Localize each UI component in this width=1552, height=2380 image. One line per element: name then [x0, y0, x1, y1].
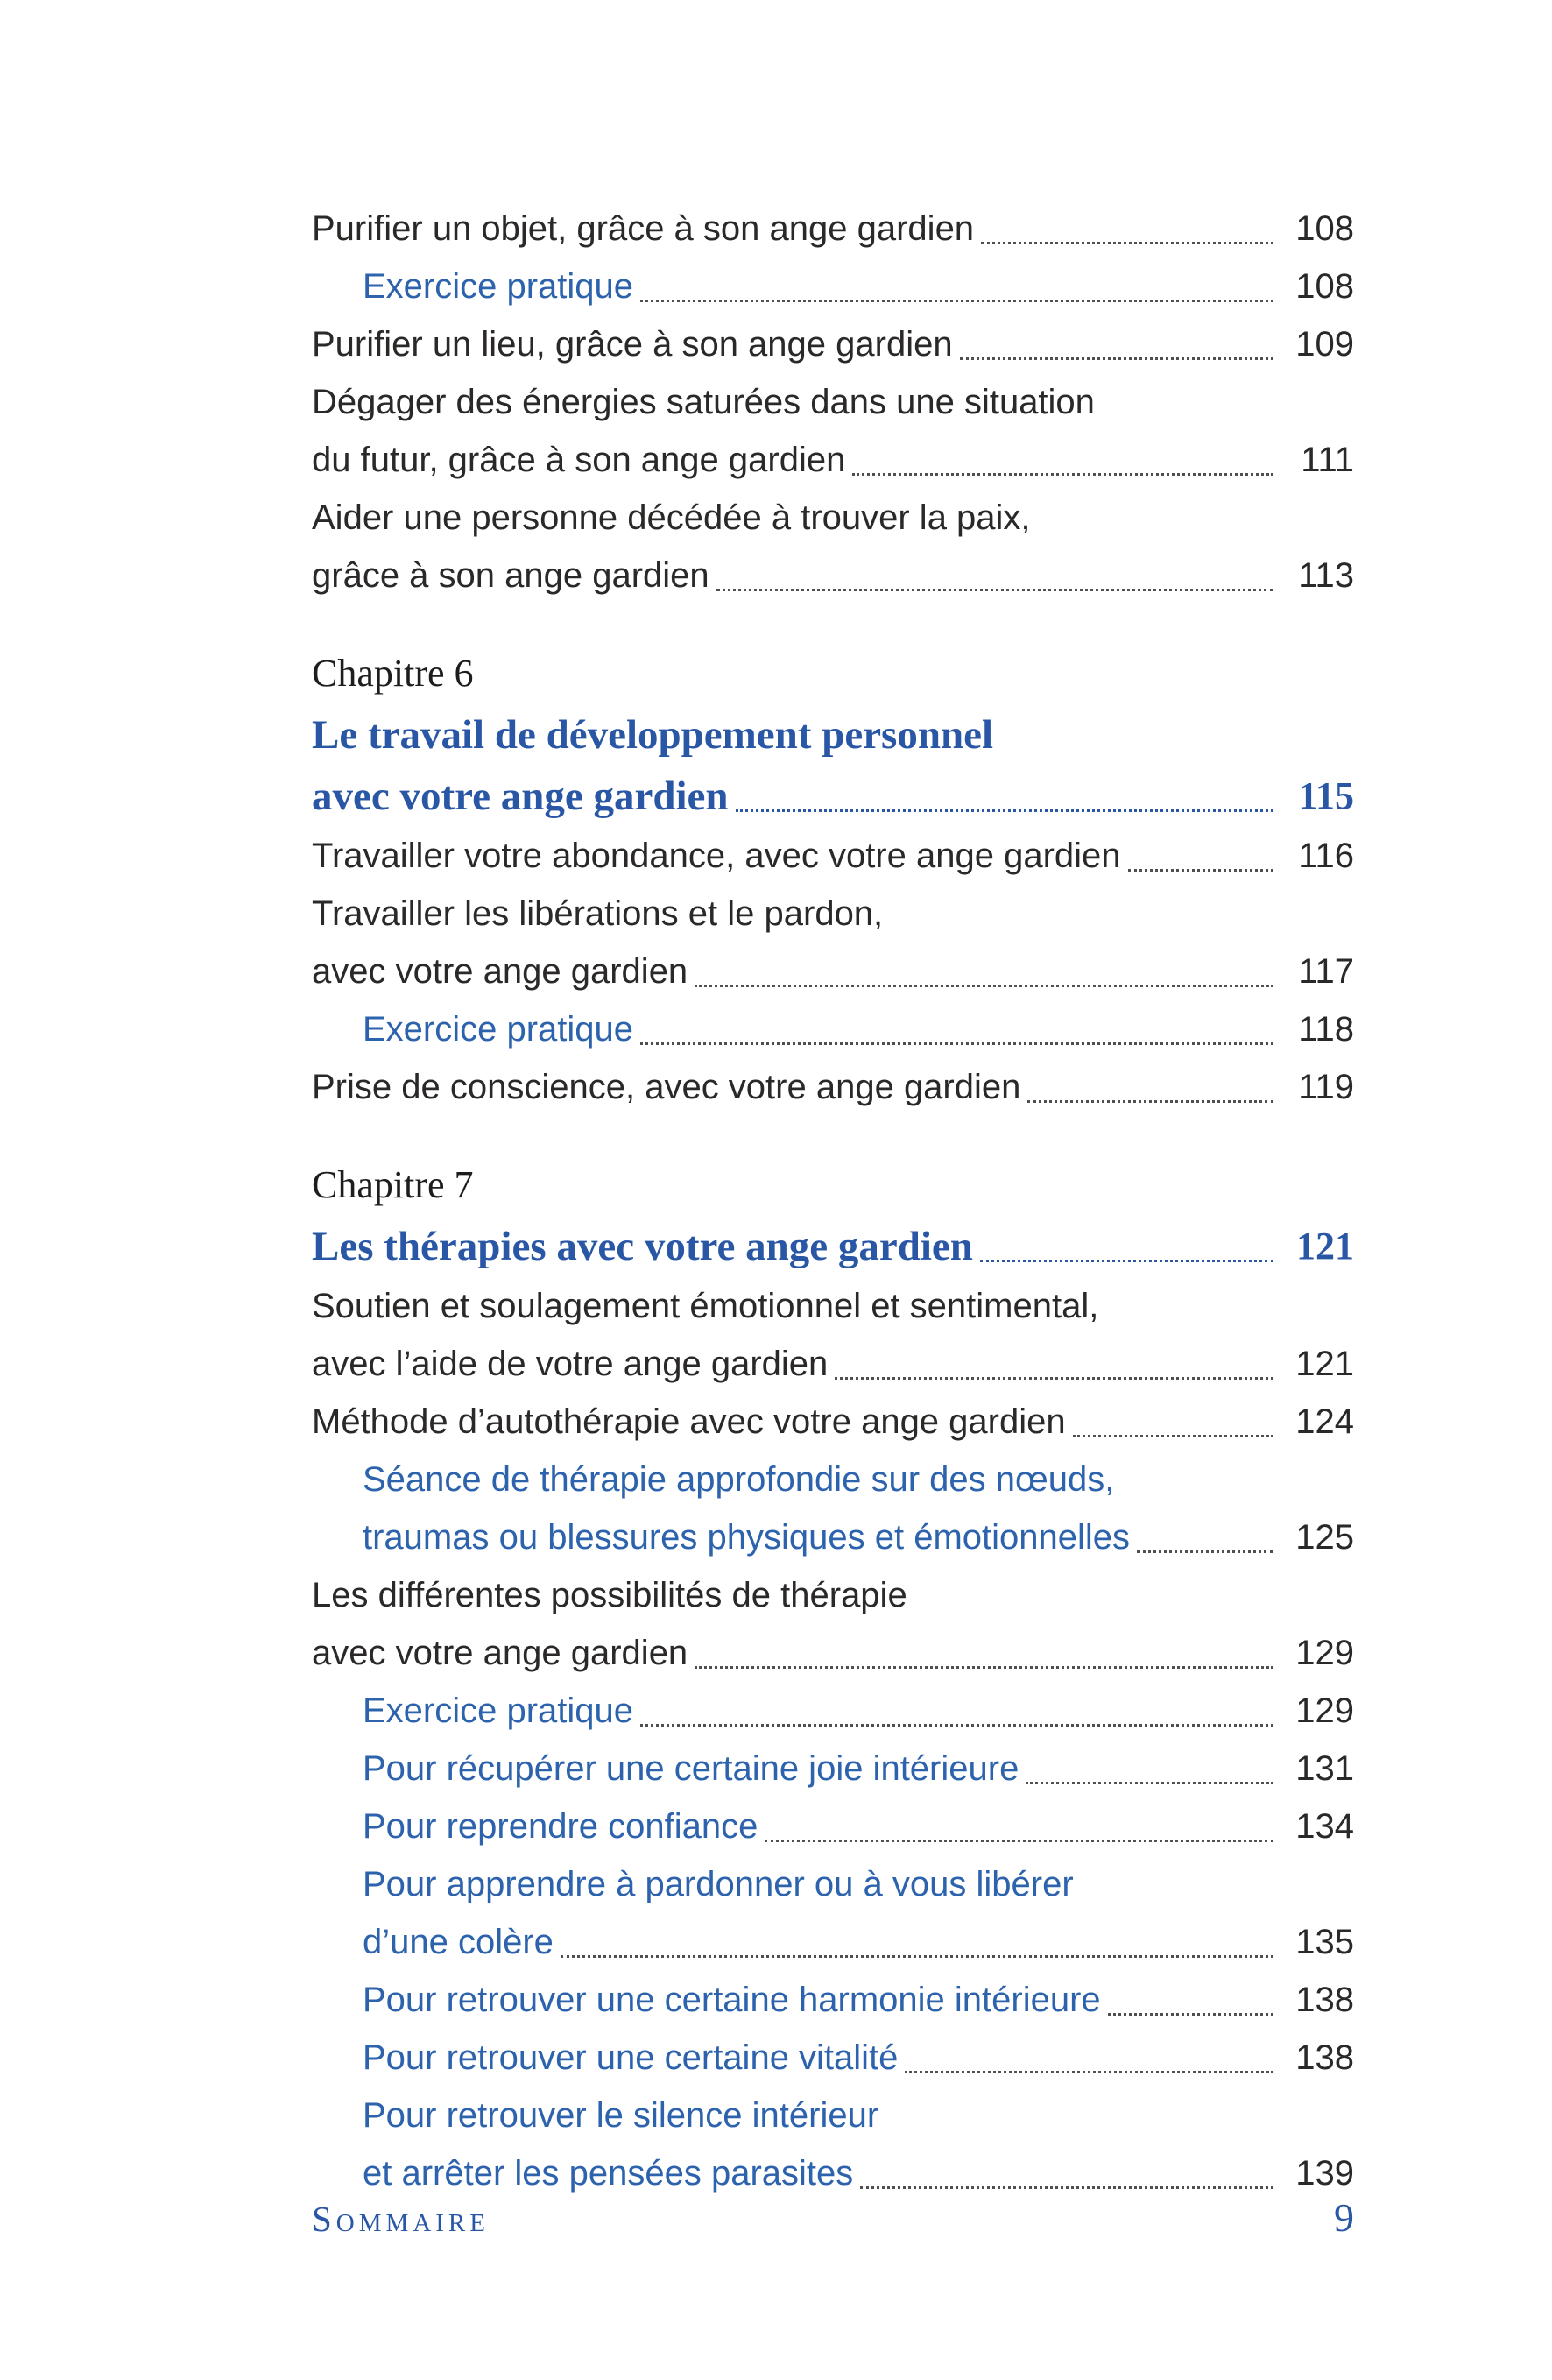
dot-leader	[852, 473, 1273, 476]
page-number: 138	[1295, 2038, 1354, 2077]
toc-entry-text: avec votre ange gardien	[312, 1634, 688, 1672]
toc-entry-text: Purifier un objet, grâce à son ange gardien	[312, 209, 975, 248]
toc-entry-line	[312, 1451, 1354, 1508]
toc-entry-line	[312, 827, 1354, 885]
toc-entry-line	[312, 943, 1354, 1000]
toc-entry-line	[312, 1624, 1354, 1682]
dot-leader	[716, 589, 1273, 591]
toc-entry-line	[312, 2029, 1354, 2087]
dot-leader	[905, 2071, 1273, 2073]
toc-entry-line	[312, 1393, 1354, 1451]
page-number: 135	[1295, 1923, 1354, 1961]
toc-entry-line	[312, 200, 1354, 258]
toc-entry-text: Travailler votre abondance, avec votre ange gardien	[312, 837, 1121, 875]
dot-leader	[1073, 1435, 1273, 1437]
toc-entry-line	[312, 258, 1354, 315]
footer-section-label: Sommaire	[312, 2199, 490, 2239]
toc-entry-text: avec votre ange gardien	[312, 952, 688, 991]
toc-entry-text: Exercice pratique	[363, 267, 634, 306]
toc-entry-line	[312, 1855, 1354, 1913]
dot-leader	[1108, 2013, 1273, 2016]
page-number: 115	[1298, 774, 1354, 817]
dot-leader	[835, 1377, 1273, 1380]
toc-entry-line	[312, 1913, 1354, 1971]
dot-leader	[736, 809, 1273, 812]
toc-entry-line	[312, 1058, 1354, 1116]
toc-entry-text: Exercice pratique	[363, 1691, 634, 1730]
toc-entry-text: Séance de thérapie approfondie sur des nœuds,	[363, 1460, 1115, 1499]
page-number: 119	[1298, 1068, 1354, 1106]
toc-entry-line	[312, 431, 1354, 489]
page-number: 124	[1295, 1402, 1354, 1441]
toc-entry-text: traumas ou blessures physiques et émotionnelles	[363, 1518, 1131, 1557]
toc-entry-text: Dégager des énergies saturées dans une situation	[312, 383, 1095, 421]
dot-leader	[1128, 869, 1273, 872]
toc-entry-text: et arrêter les pensées parasites	[363, 2154, 854, 2193]
toc-entry-text: Les thérapies avec votre ange gardien	[312, 1224, 973, 1269]
page-number: 121	[1296, 1225, 1354, 1268]
dot-leader	[640, 1724, 1273, 1727]
page-number: 108	[1295, 267, 1354, 306]
toc-entry-line	[312, 489, 1354, 547]
dot-leader	[1137, 1550, 1273, 1553]
dot-leader	[640, 300, 1273, 302]
toc-entry-text: d’une colère	[363, 1923, 554, 1961]
toc-entry-text: avec l’aide de votre ange gardien	[312, 1345, 829, 1383]
toc-entry-text: Les différentes possibilités de thérapie	[312, 1576, 907, 1614]
page-number: 134	[1295, 1807, 1354, 1846]
toc-entry-text: Exercice pratique	[363, 1010, 634, 1049]
chapter-title-line	[312, 766, 1354, 827]
toc-entry-line	[312, 547, 1354, 604]
page-number: 111	[1301, 441, 1354, 479]
toc-entry-line	[312, 315, 1354, 373]
toc-entry-text: Pour retrouver le silence intérieur	[363, 2096, 879, 2135]
page-number: 109	[1295, 325, 1354, 364]
dot-leader	[980, 1260, 1273, 1262]
chapter-label: Chapitre 6	[312, 652, 474, 695]
toc-entry-line	[312, 1566, 1354, 1624]
toc-entry-text: Pour reprendre confiance	[363, 1807, 758, 1846]
toc-entry-line	[312, 1277, 1354, 1335]
chapter-title-line	[312, 704, 1354, 766]
toc-entry-text: avec votre ange gardien	[312, 773, 729, 819]
toc-entry-text: Le travail de développement personnel	[312, 712, 994, 758]
page-number: 116	[1298, 837, 1354, 875]
toc-entry-line	[312, 1971, 1354, 2029]
toc-entry-text: Travailler les libérations et le pardon,	[312, 894, 884, 933]
toc-entry-text: du futur, grâce à son ange gardien	[312, 441, 846, 479]
footer-page-number: 9	[1334, 2195, 1354, 2240]
toc-entry-text: Soutien et soulagement émotionnel et sentimental,	[312, 1287, 1099, 1325]
toc-entry-line	[312, 1000, 1354, 1058]
toc-entry-line	[312, 1508, 1354, 1566]
dot-leader	[640, 1042, 1273, 1045]
dot-leader	[695, 1666, 1273, 1669]
page-number: 118	[1298, 1010, 1354, 1049]
page-number: 139	[1295, 2154, 1354, 2193]
toc-entry-line	[312, 1797, 1354, 1855]
page-number: 121	[1295, 1345, 1354, 1383]
toc-entry-line	[312, 1682, 1354, 1740]
dot-leader	[960, 357, 1273, 360]
chapter-label: Chapitre 7	[312, 1163, 474, 1206]
page-number: 138	[1295, 1981, 1354, 2019]
dot-leader	[860, 2186, 1273, 2189]
dot-leader	[695, 985, 1273, 987]
page-footer	[312, 2194, 1354, 2241]
toc-entry-text: Pour retrouver une certaine vitalité	[363, 2038, 899, 2077]
toc-entry-text: Pour récupérer une certaine joie intérieure	[363, 1749, 1019, 1788]
page-number: 125	[1295, 1518, 1354, 1557]
dot-leader	[765, 1840, 1273, 1842]
toc-entry-text: Aider une personne décédée à trouver la paix,	[312, 498, 1031, 537]
dot-leader	[561, 1955, 1273, 1958]
page-number: 108	[1295, 209, 1354, 248]
page-number: 117	[1298, 952, 1354, 991]
toc-entry-line	[312, 2087, 1354, 2144]
toc-entry-text: Purifier un lieu, grâce à son ange gardien	[312, 325, 953, 364]
toc-entry-text: Prise de conscience, avec votre ange gardien	[312, 1068, 1021, 1106]
page-number: 129	[1295, 1634, 1354, 1672]
toc-entry-line	[312, 1335, 1354, 1393]
toc-entry-text: Pour apprendre à pardonner ou à vous libérer	[363, 1865, 1074, 1903]
toc-entry-text: Pour retrouver une certaine harmonie intérieure	[363, 1981, 1101, 2019]
dot-leader	[1026, 1782, 1273, 1784]
toc-entry-text: grâce à son ange gardien	[312, 556, 709, 595]
toc-entry-text: Méthode d’autothérapie avec votre ange gardien	[312, 1402, 1066, 1441]
page-number: 129	[1295, 1691, 1354, 1730]
toc-entry-line	[312, 885, 1354, 943]
page-number: 113	[1298, 556, 1354, 595]
page-number: 131	[1295, 1749, 1354, 1788]
toc-entry-line	[312, 1740, 1354, 1797]
toc-list	[312, 200, 1354, 2202]
dot-leader	[1027, 1100, 1273, 1103]
toc-entry-line	[312, 373, 1354, 431]
dot-leader	[981, 242, 1273, 244]
chapter-title-line	[312, 1216, 1354, 1277]
